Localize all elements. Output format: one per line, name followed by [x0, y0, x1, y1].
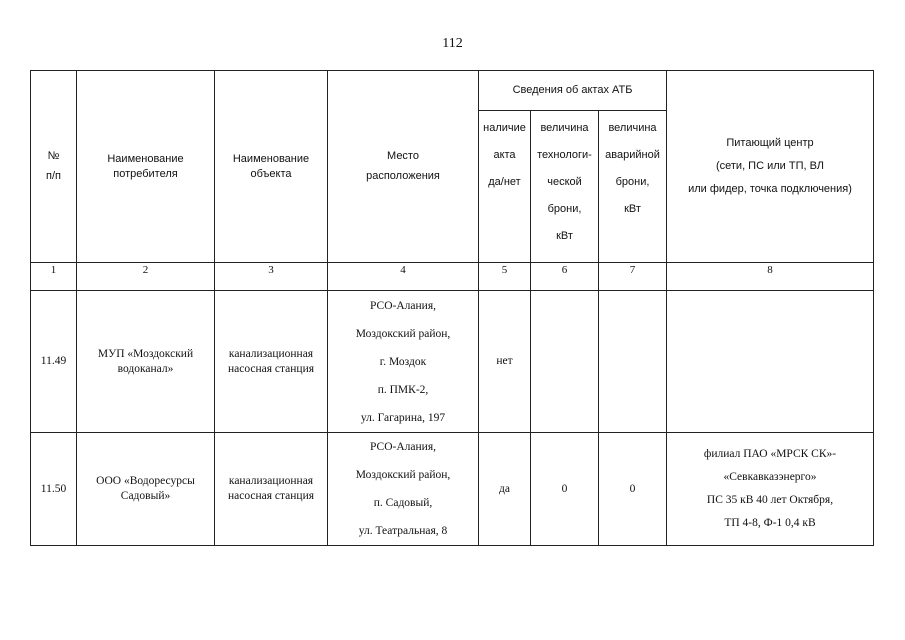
col-number-2: 2 [77, 263, 215, 291]
page-number: 112 [442, 36, 463, 51]
header-object: Наименование объекта [215, 71, 328, 263]
row-object: канализационная насосная станция [215, 433, 328, 546]
row-atb: нет [479, 291, 531, 433]
header-tech-reserve: величина технологи- ческой брони, кВт [531, 111, 599, 263]
header-power-center: Питающий центр (сети, ПС или ТП, ВЛ или фидер, точка подключения) [667, 71, 874, 263]
header-num: № п/п [31, 71, 77, 263]
row-num: 11.49 [31, 291, 77, 433]
table-row [31, 433, 874, 546]
header-location: Место расположения [328, 71, 479, 263]
header-emergency-reserve: величина аварийной брони, кВт [599, 111, 667, 263]
row-num: 11.50 [31, 433, 77, 546]
col-number-3: 3 [215, 263, 328, 291]
row-tech-reserve [531, 291, 599, 433]
col-number-7: 7 [599, 263, 667, 291]
row-consumer: ООО «Водоресурсы Садовый» [77, 433, 215, 546]
header-atb-presence: наличие акта да/нет [479, 111, 531, 263]
row-power-center: филиал ПАО «МРСК СК»- «Севкавказэнерго» ПС 35 кВ 40 лет Октября, ТП 4-8, Ф-1 0,4 кВ [667, 433, 874, 546]
row-emergency-reserve [599, 291, 667, 433]
col-number-4: 4 [328, 263, 479, 291]
row-location: РСО-Алания, Моздокский район, г. Моздок п. ПМК-2, ул. Гагарина, 197 [328, 291, 479, 433]
row-power-center [667, 291, 874, 433]
header-atb-group: Сведения об актах АТБ [479, 71, 667, 111]
row-atb: да [479, 433, 531, 546]
row-emergency-reserve: 0 [599, 433, 667, 546]
table-row [31, 291, 874, 433]
consumer-table [30, 70, 874, 546]
header-consumer: Наименование потребителя [77, 71, 215, 263]
row-tech-reserve: 0 [531, 433, 599, 546]
col-number-5: 5 [479, 263, 531, 291]
col-number-8: 8 [667, 263, 874, 291]
col-number-6: 6 [531, 263, 599, 291]
row-consumer: МУП «Моздокский водоканал» [77, 291, 215, 433]
col-number-1: 1 [31, 263, 77, 291]
row-location: РСО-Алания, Моздокский район, п. Садовый, ул. Театральная, 8 [328, 433, 479, 546]
row-object: канализационная насосная станция [215, 291, 328, 433]
